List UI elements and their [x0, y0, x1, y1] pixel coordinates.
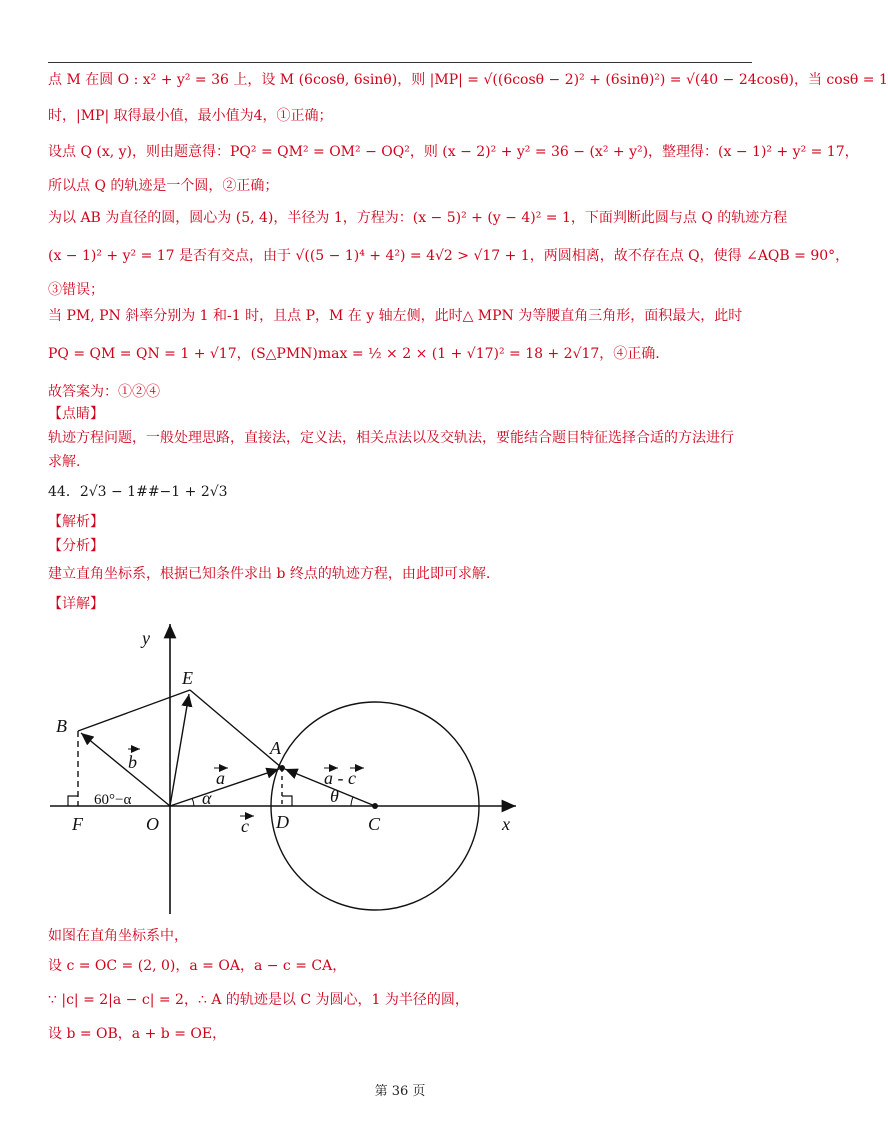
text-line-13: 求解.: [48, 454, 81, 470]
label-vec-c: c: [241, 816, 249, 836]
text-line-8: 当 PM, PN 斜率分别为 1 和-1 时，且点 P，M 在 y 轴左侧，此时△ MPN 为等腰直角三角形，面积最大，此时: [48, 308, 743, 324]
label-vec-b: b: [128, 752, 137, 772]
label-alpha: α: [202, 788, 212, 808]
text-line-7: ③错误；: [48, 282, 104, 298]
arc-alpha: [192, 798, 194, 806]
after-line-1: 如图在直角坐标系中，: [48, 928, 188, 944]
label-b: B: [56, 716, 67, 736]
label-x: x: [502, 814, 510, 834]
point-a: [279, 765, 285, 771]
label-theta: θ: [330, 786, 339, 806]
segment-be: [78, 690, 190, 731]
vector-e: [170, 694, 189, 806]
text-line-3: 设点 Q (x, y)，则由题意得：PQ² = QM² = OM² − OQ²，则 (x − 2)² + y² = 36 − (x² + y²)，整理得：(x − 1)² + y² = 17，: [48, 144, 859, 160]
arc-theta: [351, 797, 353, 806]
label-angle-60-minus-alpha: 60°−α: [94, 792, 132, 808]
text-line-17: 建立直角坐标系，根据已知条件求出 b 终点的轨迹方程，由此即可求解.: [48, 566, 491, 582]
point-c: [372, 803, 378, 809]
text-line-6: (x − 1)² + y² = 17 是否有交点，由于 √((5 − 1)⁴ + 4²) = 4√2 > √17 + 1，两圆相离，故不存在点 Q，使得 ∠AQB = 90°，: [48, 248, 850, 264]
after-line-2: 设 c = OC = (2, 0)，a = OA，a − c = CA，: [48, 958, 347, 974]
page-number: 第 36 页: [374, 1084, 426, 1099]
section-dianjing: 【点睛】: [48, 406, 104, 422]
label-f: F: [72, 814, 83, 834]
label-c: C: [368, 814, 381, 834]
after-line-3: ∵ |c| = 2|a − c| = 2，∴ A 的轨迹是以 C 为圆心，1 为半径的圆，: [48, 992, 469, 1008]
label-o: O: [146, 814, 159, 834]
question-44-answer: 44．2√3 − 1##−1 + 2√3: [48, 484, 228, 500]
segment-ea: [190, 690, 282, 768]
label-vec-a: a: [216, 768, 225, 788]
text-line-5: 为以 AB 为直径的圆，圆心为 (5, 4)，半径为 1，方程为：(x − 5)² + (y − 4)² = 1，下面判断此圆与点 Q 的轨迹方程: [48, 210, 788, 226]
section-fenxi: 【分析】: [48, 538, 104, 554]
section-jiexi: 【解析】: [48, 514, 104, 530]
text-line-9: PQ = QM = QN = 1 + √17，(S△PMN)max = ½ × 2 × (1 + √17)² = 18 + 2√17，④正确.: [48, 346, 660, 362]
section-xiangjie: 【详解】: [48, 596, 104, 612]
right-angle-d: [282, 796, 292, 806]
label-a: A: [270, 738, 281, 758]
label-d: D: [276, 812, 289, 832]
label-e: E: [182, 668, 193, 688]
text-line-4: 所以点 Q 的轨迹是一个圆，②正确；: [48, 178, 279, 194]
text-line-2: 时，|MP| 取得最小值，最小值为4，①正确；: [48, 108, 333, 124]
label-y: y: [142, 628, 150, 648]
text-line-12: 轨迹方程问题，一般处理思路，直接法，定义法，相关点法以及交轨法，要能结合题目特征选择合适的方法进行: [48, 430, 734, 446]
vector-diagram: [44, 618, 564, 918]
right-angle-f: [68, 796, 78, 806]
after-line-4: 设 b = OB，a + b = OE，: [48, 1026, 227, 1042]
top-rule: [48, 62, 752, 63]
label-vec-a-minus-c: a - c: [324, 768, 356, 788]
text-line-1: 点 M 在圆 O : x² + y² = 36 上，设 M (6cosθ, 6sinθ)，则 |MP| = √((6cosθ − 2)² + (6sinθ)²) = √(40 − 24cosθ)，当 cosθ = 1: [48, 72, 888, 88]
answer-line: 故答案为：①②④: [48, 384, 160, 400]
